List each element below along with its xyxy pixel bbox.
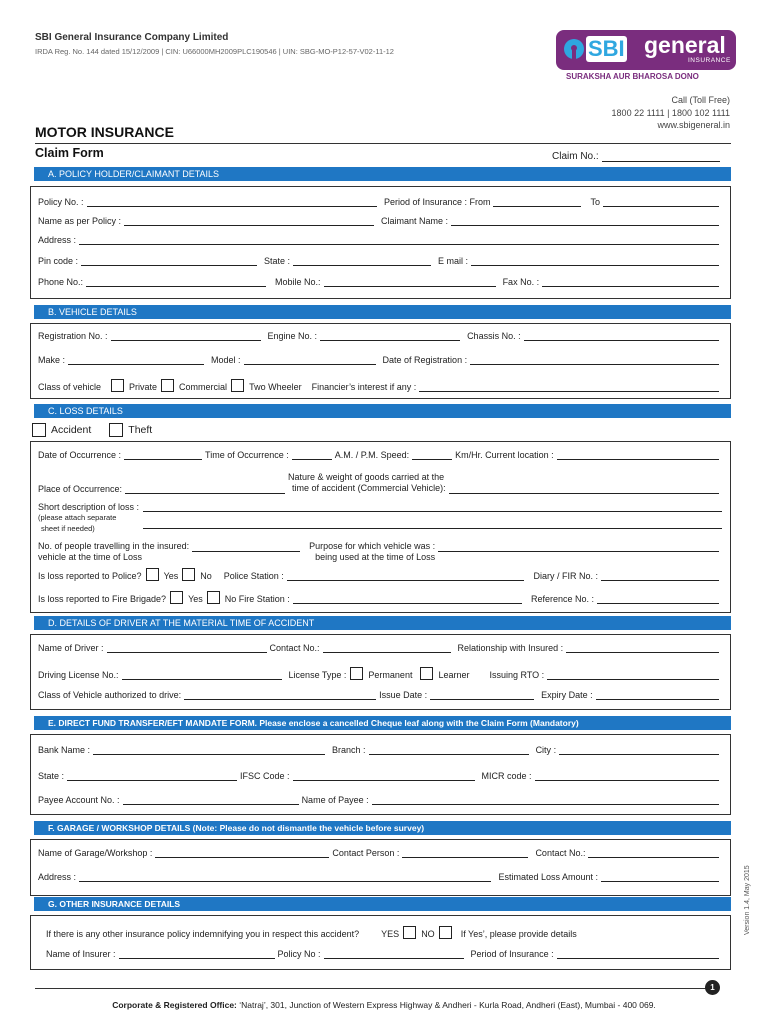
row-driver (38, 643, 722, 653)
micr-input[interactable] (535, 772, 719, 781)
toll-free-numbers: 1800 22 1111 | 1800 102 1111 (611, 107, 730, 118)
police-no-checkbox[interactable] (182, 568, 195, 581)
section-f-title: F. GARAGE / WORKSHOP DETAILS (48, 823, 191, 833)
title-divider (35, 143, 731, 144)
other-period-label: Period of Insurance : (470, 949, 554, 959)
loss-type-options (32, 423, 152, 437)
nature-goods-line-1: Nature & weight of goods carried at the (288, 472, 445, 482)
bank-name-input[interactable] (93, 746, 325, 755)
garage-address-input[interactable] (79, 873, 491, 882)
chassis-label: Chassis No. : (467, 331, 521, 341)
license-no-label: Driving License No.: (38, 670, 119, 680)
engine-input[interactable] (320, 332, 460, 341)
chassis-input[interactable] (524, 332, 719, 341)
mobile-label: Mobile No.: (275, 277, 321, 287)
insurer-name-label: Name of Insurer : (46, 949, 116, 959)
state-label: State : (264, 256, 291, 266)
fire-station-label: No Fire Station : (224, 594, 290, 604)
sbi-general-logo (556, 30, 736, 70)
fire-yes-checkbox[interactable] (170, 591, 183, 604)
model-label: Model : (211, 355, 241, 365)
company-name: SBI General Insurance Company Limited (35, 32, 229, 43)
fire-yes-label: Yes (188, 594, 203, 604)
row-bank (38, 745, 722, 755)
estimated-loss-input[interactable] (601, 873, 719, 882)
section-a-header: A. POLICY HOLDER/CLAIMANT DETAILS (34, 167, 731, 181)
learner-label: Learner (438, 670, 470, 680)
contact-block (612, 94, 730, 132)
yes-label: YES (381, 929, 400, 939)
page-number-badge: 1 (705, 980, 720, 995)
time-occurrence-input[interactable] (292, 451, 332, 460)
period-from-input[interactable] (493, 198, 581, 207)
commercial-checkbox[interactable] (161, 379, 174, 392)
row-class (38, 379, 722, 392)
nature-goods-label (288, 472, 446, 494)
theft-label: Theft (128, 424, 153, 436)
city-input[interactable] (559, 746, 719, 755)
period-from-label: Period of Insurance : From (383, 197, 491, 207)
row-garage (38, 848, 722, 858)
short-desc-input-2[interactable] (143, 528, 722, 529)
row-name (38, 216, 722, 226)
policy-no-input[interactable] (87, 198, 377, 207)
logo-general-text: general (644, 32, 726, 58)
row-people (38, 541, 722, 563)
bank-state-label: State : (38, 771, 65, 781)
police-station-label: Police Station : (223, 571, 284, 581)
short-desc-main: Short description of loss : (38, 502, 140, 512)
bank-name-label: Bank Name : (38, 745, 91, 755)
fire-question-label: Is loss reported to Fire Brigade? (38, 594, 167, 604)
place-occurrence-input[interactable] (125, 485, 285, 494)
branch-label: Branch : (332, 745, 366, 755)
version-label: Version 1.4, May 2015 (744, 865, 751, 935)
mobile-input[interactable] (324, 278, 496, 287)
fire-station-input[interactable] (293, 595, 522, 604)
people-line-1: No. of people travelling in the insured: (38, 541, 190, 551)
footer-office-address: ‘Natraj’, 301, Junction of Western Express Highway & Andheri - Kurla Road, Andheri (East), Mumbai - 400 069. (236, 1000, 656, 1010)
row-license (38, 667, 722, 680)
branch-input[interactable] (369, 746, 529, 755)
footer-divider (35, 988, 711, 989)
permanent-checkbox[interactable] (350, 667, 363, 680)
other-period-input[interactable] (557, 950, 719, 959)
class-authorized-input[interactable] (184, 691, 376, 700)
contact-person-label: Contact Person : (332, 848, 400, 858)
short-desc-label (38, 502, 139, 534)
attach-note-2: sheet if needed) (41, 524, 95, 533)
purpose-line-1: Purpose for which vehicle was : (309, 541, 436, 551)
issuing-rto-input[interactable] (547, 671, 719, 680)
two-wheeler-label: Two Wheeler (249, 382, 302, 392)
diary-fir-input[interactable] (601, 572, 719, 581)
sbi-keyhole-icon (564, 39, 584, 59)
payee-account-label: Payee Account No. : (38, 795, 120, 805)
learner-checkbox[interactable] (420, 667, 433, 680)
police-no-label: No (200, 571, 212, 581)
row-place (38, 472, 722, 494)
state-input[interactable] (293, 257, 431, 266)
expiry-date-input[interactable] (596, 691, 719, 700)
nature-goods-line-2: time of accident (Commercial Vehicle): (292, 483, 446, 493)
garage-name-input[interactable] (155, 849, 329, 858)
garage-contact-label: Contact No.: (535, 848, 586, 858)
commercial-label: Commercial (179, 382, 228, 392)
logo-sbi-text: SBI (588, 36, 625, 61)
police-station-input[interactable] (287, 572, 525, 581)
website-link[interactable]: www.sbigeneral.in (657, 120, 730, 130)
page-title: MOTOR INSURANCE (35, 124, 174, 140)
police-yes-checkbox[interactable] (146, 568, 159, 581)
row-occurrence (38, 450, 722, 460)
garage-contact-input[interactable] (588, 849, 719, 858)
issue-date-input[interactable] (430, 691, 534, 700)
relationship-label: Relationship with Insured : (457, 643, 564, 653)
row-address (38, 235, 722, 245)
purpose-label (309, 541, 435, 563)
footer-address (0, 1000, 768, 1010)
attach-note-1: (please attach separate (38, 513, 117, 522)
claim-no-field (552, 151, 723, 162)
private-checkbox[interactable] (111, 379, 124, 392)
short-desc-input-1[interactable] (143, 511, 722, 512)
fax-label: Fax No. : (502, 277, 540, 287)
section-f-header (34, 821, 731, 835)
row-ifsc (38, 771, 722, 781)
nature-goods-input[interactable] (449, 485, 719, 494)
people-line-2: vehicle at the time of Loss (38, 552, 143, 562)
phone-label: Phone No.: (38, 277, 84, 287)
class-vehicle-label: Class of vehicle (38, 382, 102, 392)
other-insurance-question: If there is any other insurance policy indemnifying you in respect this accident? (46, 929, 360, 939)
date-registration-label: Date of Registration : (382, 355, 468, 365)
ifsc-input[interactable] (293, 772, 475, 781)
row-payee (38, 795, 722, 805)
other-no-checkbox[interactable] (439, 926, 452, 939)
diary-fir-label: Diary / FIR No. : (533, 571, 598, 581)
logo-insurance-text: INSURANCE (688, 57, 731, 64)
driver-name-label: Name of Driver : (38, 643, 104, 653)
class-authorized-label: Class of Vehicle authorized to drive: (38, 690, 182, 700)
row-policy (38, 197, 722, 207)
contact-person-input[interactable] (402, 849, 528, 858)
section-g-header: G. OTHER INSURANCE DETAILS (34, 897, 731, 911)
private-label: Private (129, 382, 158, 392)
garage-address-label: Address : (38, 872, 77, 882)
model-input[interactable] (244, 356, 376, 365)
row-other-insurance (46, 926, 722, 939)
people-input[interactable] (192, 543, 300, 552)
phone-input[interactable] (86, 278, 266, 287)
issue-date-label: Issue Date : (379, 690, 428, 700)
pin-code-label: Pin code : (38, 256, 79, 266)
fax-input[interactable] (542, 278, 719, 287)
address-label: Address : (38, 235, 77, 245)
fire-no-checkbox[interactable] (207, 591, 220, 604)
registration-label: Registration No. : (38, 331, 108, 341)
row-garage-address (38, 872, 722, 882)
people-label (38, 541, 189, 563)
period-to-input[interactable] (603, 198, 719, 207)
pin-code-input[interactable] (81, 257, 257, 266)
registration-info: IRDA Reg. No. 144 dated 15/12/2009 | CIN: U66000MH2009PLC190546 | UIN: SBG-MO-P12-57-V02-11-12 (35, 47, 394, 56)
purpose-line-2: being used at the time of Loss (315, 552, 436, 562)
accident-checkbox[interactable] (32, 423, 46, 437)
two-wheeler-checkbox[interactable] (231, 379, 244, 392)
footer-office-label: Corporate & Registered Office: (112, 1000, 237, 1010)
license-no-input[interactable] (122, 671, 282, 680)
name-policy-label: Name as per Policy : (38, 216, 122, 226)
relationship-input[interactable] (566, 644, 719, 653)
page-subtitle: Claim Form (35, 146, 104, 160)
no-label: NO (421, 929, 435, 939)
row-pin (38, 256, 722, 266)
section-d-header: D. DETAILS OF DRIVER AT THE MATERIAL TIME OF ACCIDENT (34, 616, 731, 630)
speed-input[interactable] (412, 451, 452, 460)
make-input[interactable] (68, 356, 204, 365)
theft-checkbox[interactable] (109, 423, 123, 437)
section-f-note: (Note: Please do not dismantle the vehicle before survey) (190, 823, 425, 833)
place-occurrence-label: Place of Occurrence: (38, 484, 123, 494)
name-policy-input[interactable] (124, 217, 374, 226)
insurer-name-input[interactable] (119, 950, 275, 959)
period-to-label: To (590, 197, 600, 207)
city-label: City : (535, 745, 557, 755)
row-fire (38, 591, 722, 604)
license-type-label: License Type : (288, 670, 347, 680)
section-g-box (30, 915, 731, 970)
payee-name-label: Name of Payee : (301, 795, 369, 805)
time-occurrence-label: Time of Occurrence : (205, 450, 289, 460)
row-make (38, 355, 722, 365)
reference-input[interactable] (597, 595, 719, 604)
make-label: Make : (38, 355, 66, 365)
row-class-auth (38, 690, 722, 700)
row-short-desc (38, 502, 722, 534)
garage-name-label: Name of Garage/Workshop : (38, 848, 153, 858)
email-input[interactable] (471, 257, 719, 266)
payee-name-input[interactable] (372, 796, 719, 805)
ampm-speed-label: A.M. / P.M. Speed: (334, 450, 410, 460)
driver-name-input[interactable] (107, 644, 267, 653)
kmhr-location-label: Km/Hr. Current location : (455, 450, 554, 460)
row-registration (38, 331, 722, 341)
issuing-rto-label: Issuing RTO : (489, 670, 545, 680)
call-label: Call (Toll Free) (671, 95, 730, 105)
reference-label: Reference No. : (530, 594, 594, 604)
financier-label: Financier’s interest if any : (311, 382, 417, 392)
section-b-header: B. VEHICLE DETAILS (34, 305, 731, 319)
expiry-date-label: Expiry Date : (541, 690, 593, 700)
estimated-loss-label: Estimated Loss Amount : (498, 872, 598, 882)
other-yes-checkbox[interactable] (403, 926, 416, 939)
section-e-header: E. DIRECT FUND TRANSFER/EFT MANDATE FORM. Please enclose a cancelled Cheque leaf along with the Claim Form (Mandatory) (34, 716, 731, 730)
row-insurer (46, 949, 722, 959)
section-c-header: C. LOSS DETAILS (34, 404, 731, 418)
other-policy-label: Policy No : (277, 949, 321, 959)
micr-label: MICR code : (481, 771, 532, 781)
row-phone (38, 277, 722, 287)
tagline: SURAKSHA AUR BHAROSA DONO (566, 72, 699, 81)
purpose-input[interactable] (438, 543, 719, 552)
policy-no-label: Policy No. : (38, 197, 84, 207)
payee-account-input[interactable] (123, 796, 299, 805)
provide-details-label: If Yes’, please provide details (460, 929, 577, 939)
claim-no-label: Claim No.: (552, 151, 599, 162)
date-occurrence-input[interactable] (124, 451, 202, 460)
financier-input[interactable] (419, 383, 719, 392)
registration-input[interactable] (111, 332, 261, 341)
current-location-input[interactable] (557, 451, 719, 460)
short-desc-lines (143, 502, 722, 530)
permanent-label: Permanent (368, 670, 413, 680)
driver-contact-label: Contact No.: (269, 643, 320, 653)
ifsc-label: IFSC Code : (240, 771, 290, 781)
accident-label: Accident (51, 424, 92, 436)
claimant-name-label: Claimant Name : (380, 216, 448, 226)
driver-contact-input[interactable] (323, 644, 451, 653)
other-policy-input[interactable] (324, 950, 464, 959)
bank-state-input[interactable] (67, 772, 237, 781)
police-question-label: Is loss reported to Police? (38, 571, 142, 581)
claimant-name-input[interactable] (451, 217, 719, 226)
address-input[interactable] (79, 236, 719, 245)
police-yes-label: Yes (163, 571, 179, 581)
date-registration-input[interactable] (470, 356, 719, 365)
engine-label: Engine No. : (267, 331, 318, 341)
row-police (38, 568, 722, 581)
email-label: E mail : (438, 256, 469, 266)
date-occurrence-label: Date of Occurrence : (38, 450, 122, 460)
claim-no-input[interactable] (602, 153, 720, 162)
